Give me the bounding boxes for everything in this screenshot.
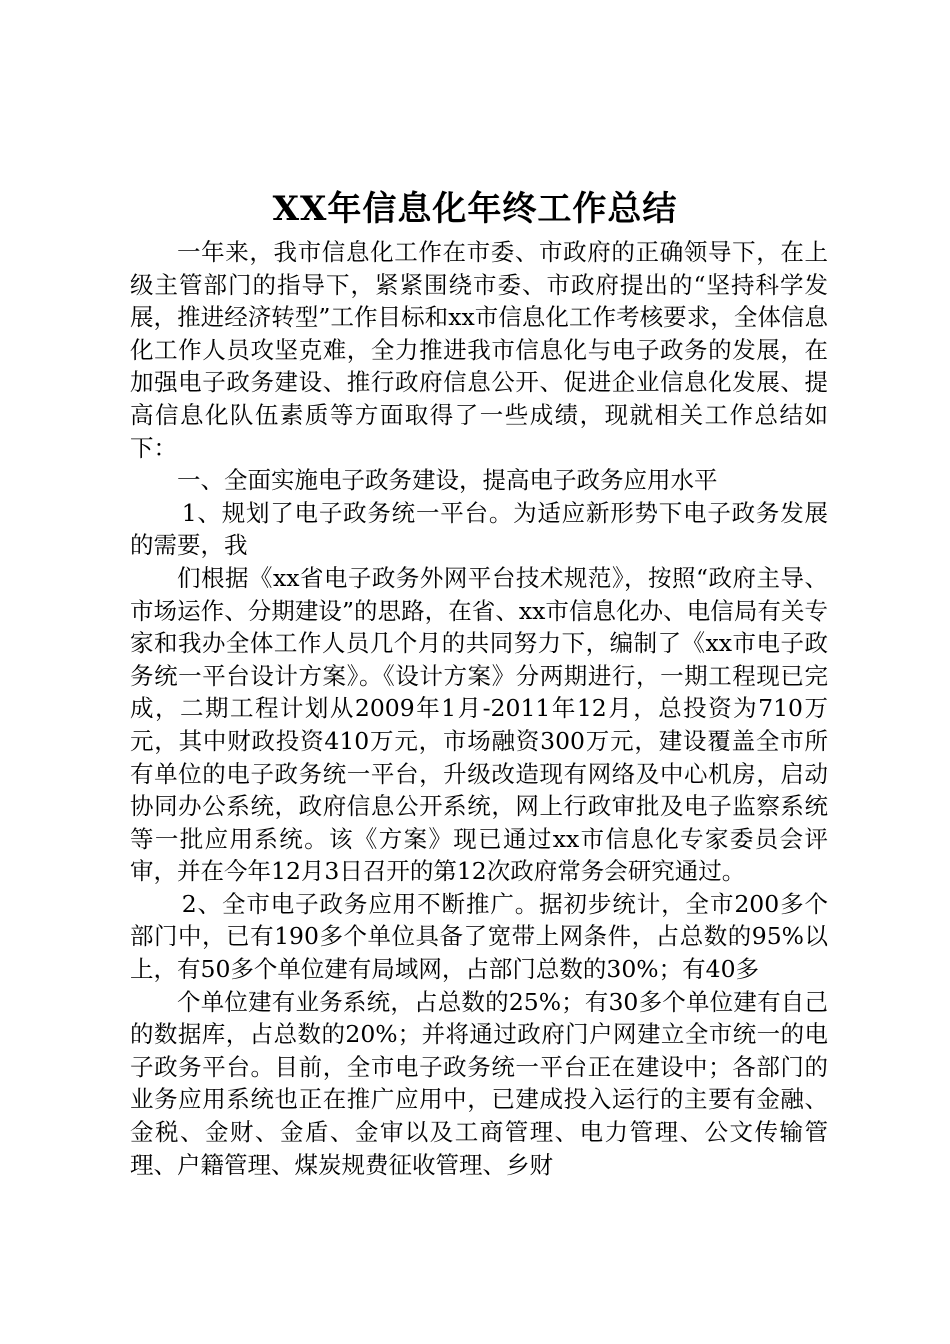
paragraph-item-1: 1、规划了电子政务统一平台。为适应新形势下电子政务发展的需要，我 xyxy=(130,498,828,560)
section-heading-1: 一、全面实施电子政务建设，提高电子政务应用水平 xyxy=(177,466,718,495)
document-title: XX年信息化年终工作总结 xyxy=(272,189,678,229)
paragraph-intro: 一年来，我市信息化工作在市委、市政府的正确领导下，在上级主管部门的指导下，紧紧围绕市委、市政府提出的“坚持科学发展，推进经济转型”工作目标和xx市信息化工作考核要求，全体信息化工作人员攻坚克难，全力推进我市信息化与电子政务的发展，在加强电子政务建设、推行政府信息公开、促进企业信息化发展、提高信息化队伍素质等方面取得了一些成绩，现就相关工作总结如下： xyxy=(130,238,828,462)
paragraph-item-2-continued: 个单位建有业务系统，占总数的25%；有30多个单位建有自己的数据库，占总数的20%；并将通过政府门户网建立全市统一的电子政务平台。目前，全市电子政务统一平台正在建设中；各部门的业务应用系统也正在推广应用中，已建成投入运行的主要有金融、金税、金财、金盾、金审以及工商管理、电力管理、公文传输管理、户籍管理、煤炭规费征收管理、乡财 xyxy=(130,987,828,1179)
paragraph-item-2: 2、全市电子政务应用不断推广。据初步统计，全市200多个部门中，已有190多个单位具备了宽带上网条件，占总数的95%以上，有50多个单位建有局域网，占部门总数的30%；有40多 xyxy=(130,889,828,984)
paragraph-item-1-continued: 们根据《xx省电子政务外网平台技术规范》，按照“政府主导、市场运作、分期建设”的思路，在省、xx市信息化办、电信局有关专家和我办全体工作人员几个月的共同努力下，编制了《xx市电子政务统一平台设计方案》。《设计方案》分两期进行，一期工程现已完成，二期工程计划从2009年1月-2011年12月，总投资为710万元，其中财政投资410万元，市场融资300万元，建设覆盖全市所有单位的电子政务统一平台，升级改造现有网络及中心机房，启动协同办公系统，政府信息公开系统，网上行政审批及电子监察系统等一批应用系统。该《方案》现已通过xx市信息化专家委员会评审，并在今年12月3日召开的第12次政府常务会研究通过。 xyxy=(130,563,828,886)
document-body xyxy=(130,236,828,1181)
